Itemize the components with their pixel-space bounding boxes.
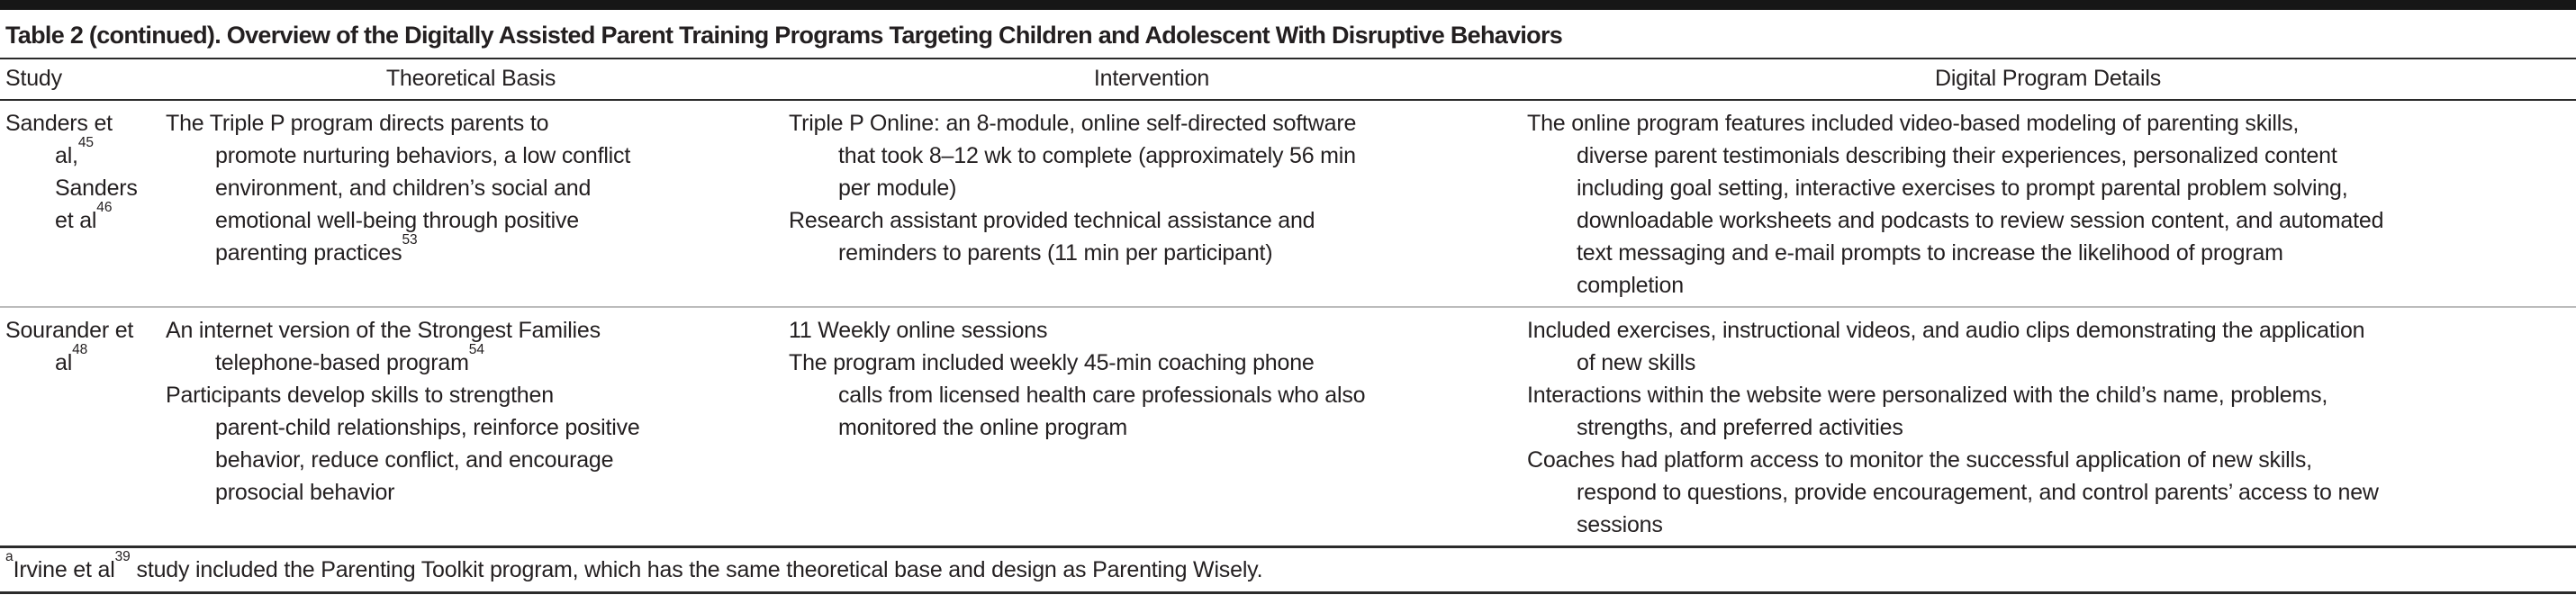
cell-intervention	[783, 101, 1522, 306]
cell-study	[0, 308, 160, 545]
table-row	[0, 101, 2576, 306]
paragraph: Sourander et $al^{48}$	[5, 318, 134, 375]
paragraph: Participants develop skills to strengthen parent-child relationships, reinforce positive behavior, reduce conflict, and encourage prosocial behavior	[166, 383, 640, 505]
table-footnote: $^a$Irvine et $al^{39}$ study included the Parenting Toolkit program, which has the same theoretical base and design as Parenting Wisely.	[5, 549, 1263, 582]
paragraph: Research assistant provided technical assistance and reminders to parents (11 min per participant)	[789, 208, 1315, 266]
top-black-bar	[0, 0, 2576, 10]
paragraph: 11 Weekly online sessions	[789, 318, 1048, 343]
paragraph: Sanders et al,$^{45}$ Sanders et $al^{46}$	[5, 111, 138, 233]
table-title: Table 2 (continued). Overview of the Digitally Assisted Parent Training Programs Targeting Children and Adolescent With Disruptive Behaviors	[5, 22, 1563, 49]
paragraph: The program included weekly 45-min coaching phone calls from licensed health care professionals who also monitored the online program	[789, 350, 1366, 440]
table-header-row	[0, 59, 2576, 99]
table-title-block	[0, 10, 2576, 58]
paragraph: Coaches had platform access to monitor the successful application of new skills, respond to questions, provide encouragement, and control parents’ access to new sessions	[1527, 447, 2379, 537]
column-header-intervention: Intervention	[1093, 66, 1210, 91]
column-header-study: Study	[5, 66, 62, 91]
column-header-theoretical-basis: Theoretical Basis	[385, 66, 556, 91]
cell-digital-program-details	[1522, 101, 2576, 306]
table-row	[0, 306, 2576, 545]
cell-theoretical-basis	[160, 101, 783, 306]
paragraph: Interactions within the website were personalized with the child’s name, problems, strengths, and preferred activities	[1527, 383, 2328, 440]
cell-study	[0, 101, 160, 306]
column-header-digital-program-details: Digital Program Details	[1934, 66, 2162, 91]
cell-digital-program-details	[1522, 308, 2576, 545]
cell-intervention	[783, 308, 1522, 545]
bottom-rule	[0, 591, 2576, 594]
table-body	[0, 101, 2576, 545]
paragraph: The Triple P program directs parents to promote nurturing behaviors, a low conflict environment, and children’s social and emotional well-being through positive parenting practices$^{53}$	[166, 111, 631, 266]
paragraph: Included exercises, instructional videos, and audio clips demonstrating the application of new skills	[1527, 318, 2365, 375]
paragraph: An internet version of the Strongest Families telephone-based program$^{54}$	[166, 318, 601, 375]
paragraph: Triple P Online: an 8-module, online self-directed software that took 8–12 wk to complete (approximately 56 min per module)	[789, 111, 1357, 201]
paragraph: The online program features included video-based modeling of parenting skills, diverse parent testimonials describing their experiences, personalized content including goal setting, interactive exercises to prompt parental problem solving, downloadable worksheets and podcasts to review session content, and automated text messaging and e-mail prompts to increase the likelihood of program completion	[1527, 111, 2384, 298]
cell-theoretical-basis	[160, 308, 783, 545]
